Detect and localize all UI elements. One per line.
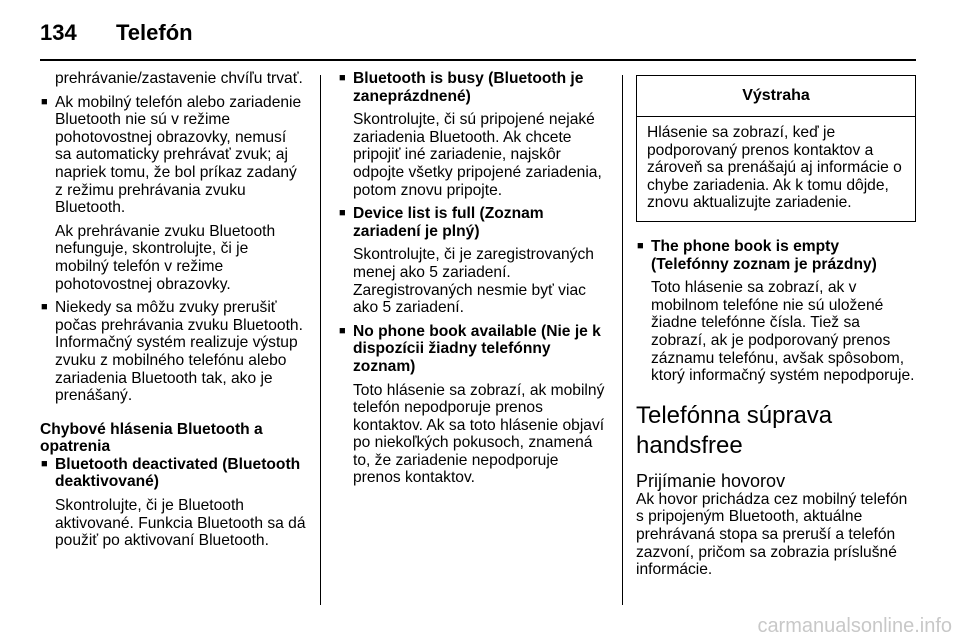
page-number: 134 bbox=[40, 20, 77, 45]
bullet-icon: ■ bbox=[637, 239, 644, 252]
list-item-text: Ak prehrávanie zvuku Bluetooth nefunguje, skontrolujte, či je mobilný telefón v režime pohotovostnej obrazovky. bbox=[55, 222, 276, 293]
column-left bbox=[40, 70, 306, 550]
subsection-heading: Prijímanie hovorov bbox=[636, 470, 786, 491]
list-item-text: Skontrolujte, či je Bluetooth aktivované. Funkcia Bluetooth sa dá použiť po aktivovaní Bluetooth. bbox=[55, 497, 306, 550]
list-item-title: Device list is full (Zoznam zariadení je plný) bbox=[353, 205, 544, 240]
column-divider-1 bbox=[320, 75, 321, 605]
watermark: carmanualsonline.info bbox=[757, 615, 952, 637]
list-item-title: Bluetooth deactivated (Bluetooth deaktivované) bbox=[55, 455, 301, 491]
list-item-text: Toto hlásenie sa zobrazí, ak mobilný telefón nepodporuje prenos kontaktov. Ak sa toto hlásenie objaví po niekoľkých pokusoch, znamená to, že zariadenie nepodporuje prenos kontaktov. bbox=[353, 381, 605, 487]
list-item bbox=[338, 205, 608, 317]
list-item bbox=[40, 456, 306, 550]
page-header bbox=[0, 0, 960, 60]
list-item bbox=[40, 299, 306, 405]
list-item-text: Skontrolujte, či sú pripojené nejaké zariadenia Bluetooth. Ak chcete pripojiť iné zariadenie, najskôr odpojte všetky pripojené zariadenia, potom znovu pripojte. bbox=[353, 111, 602, 199]
list-item-text: Ak mobilný telefón alebo zariadenie Bluetooth nie sú v režime pohotovostnej obrazovky, nemusí sa automaticky prehrávať zvuk; aj napriek tomu, že bol príkaz zadaný z režimu prehrávania zvuku Bluetooth. bbox=[55, 93, 302, 217]
list-item bbox=[636, 238, 916, 385]
bullet-icon: ■ bbox=[339, 207, 346, 220]
bullet-icon: ■ bbox=[339, 324, 346, 337]
paragraph: Ak hovor prichádza cez mobilný telefón s pripojeným Bluetooth, aktuálne prehrávaná stopa sa preruší a telefón zazvoní, pričom sa zobrazia príslušné informácie. bbox=[636, 490, 908, 579]
list-item-title: No phone book available (Nie je k dispozícii žiadny telefónny zoznam) bbox=[353, 322, 601, 375]
bullet-icon: ■ bbox=[41, 95, 48, 108]
list-item bbox=[40, 94, 306, 294]
section-heading: Telefónna súprava handsfree bbox=[636, 401, 833, 459]
section-heading: Chybové hlásenia Bluetooth a opatrenia bbox=[40, 420, 263, 456]
column-right bbox=[636, 70, 916, 579]
column-middle bbox=[338, 70, 608, 487]
bullet-icon: ■ bbox=[41, 301, 48, 314]
warning-text: Hlásenie sa zobrazí, keď je podporovaný prenos kontaktov a zároveň sa prenášajú aj informácie o chybe zariadenia. Ak k tomu dôjde, znovu aktualizujte zariadenie. bbox=[647, 124, 902, 212]
warning-title: Výstraha bbox=[637, 76, 915, 117]
intro-text: prehrávanie/zastavenie chvíľu trvať. bbox=[55, 70, 303, 87]
warning-box bbox=[636, 75, 916, 222]
list-item-title: The phone book is empty (Telefónny zoznam je prázdny) bbox=[651, 237, 877, 273]
column-divider-2 bbox=[622, 75, 623, 605]
list-item bbox=[338, 323, 608, 487]
bullet-icon: ■ bbox=[339, 72, 346, 84]
header-divider bbox=[40, 59, 916, 61]
list-item-text: Niekedy sa môžu zvuky prerušiť počas prehrávania zvuku Bluetooth. Informačný systém realizuje výstup zvuku z mobilného telefónu alebo zariadenia Bluetooth tak, ako je prenášaný. bbox=[55, 299, 303, 405]
list-item bbox=[338, 70, 608, 199]
page-title: Telefón bbox=[116, 20, 193, 45]
bullet-icon: ■ bbox=[41, 457, 48, 470]
list-item-text: Toto hlásenie sa zobrazí, ak v mobilnom telefóne nie sú uložené žiadne telefónne čísla. Tiež sa zobrazí, ak je podporovaný prenos záznamu telefónu, avšak spôsobom, ktorý informačný systém nepodporuje. bbox=[651, 279, 915, 385]
list-item-text: Skontrolujte, či je zaregistrovaných menej ako 5 zariadení. Zaregistrovaných nesmie byť viac ako 5 zariadení. bbox=[353, 246, 594, 317]
list-item-title: Bluetooth is busy (Bluetooth je zaneprázdnené) bbox=[353, 70, 584, 105]
